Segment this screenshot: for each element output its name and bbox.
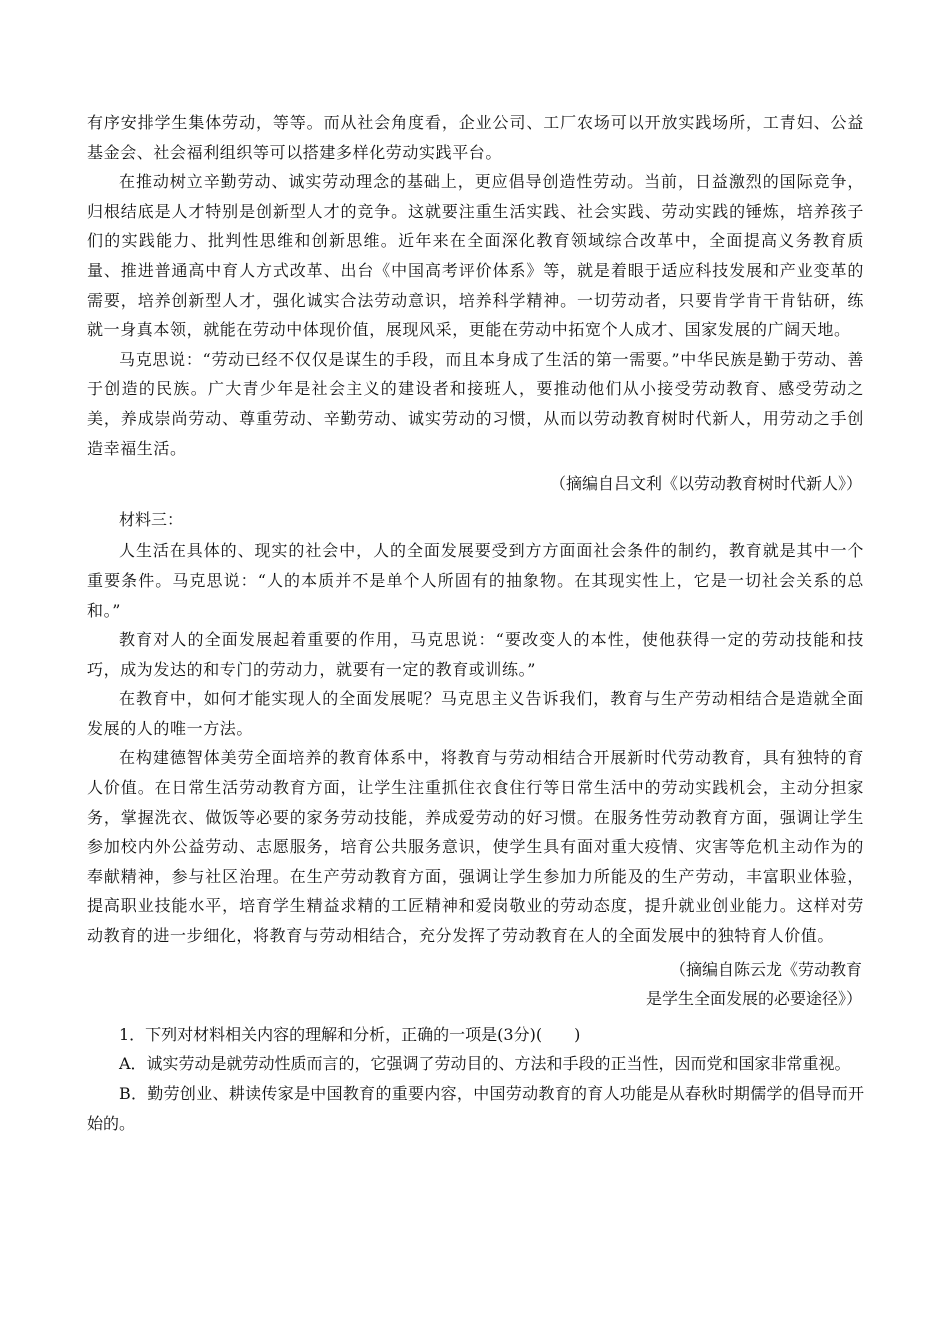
paragraph-three-4: 在构建德智体美劳全面培养的教育体系中，将教育与劳动相结合开展新时代劳动教育，具有独特的育人价值。在日常生活劳动教育方面，让学生注重抓住衣食住行等日常生活中的劳动实践机会，主动分担家务，掌握洗衣、做饭等必要的家务劳动技能，养成爱劳动的好习惯。在服务性劳动教育方面，强调让学生参加校内外公益劳动、志愿服务，培育公共服务意识，使学生具有面对重大疫情、灾害等危机主动作为的奉献精神，参与社区治理。在生产劳动教育方面，强调让学生参加力所能及的生产劳动，丰富职业体验，提高职业技能水平，培育学生精益求精的工匠精神和爱岗敬业的劳动态度，提升就业创业能力。这样对劳动教育的进一步细化，将教育与劳动相结合，充分发挥了劳动教育在人的全面发展中的独特育人价值。	[87, 748, 864, 946]
paragraph-three-3: 在教育中，如何才能实现人的全面发展呢？马克思主义告诉我们，教育与生产劳动相结合是造就全面发展的人的唯一方法。	[87, 689, 864, 738]
source-citation-three-line2: 是学生全面发展的必要途径》）	[645, 989, 862, 1009]
paragraph-creative-labor: 在推动树立辛勤劳动、诚实劳动理念的基础上，更应倡导创造性劳动。当前，日益激烈的国际竞争，归根结底是人才特别是创新型人才的竞争。这就要注重生活实践、社会实践、劳动实践的锤炼，培养孩子们的实践能力、批判性思维和创新思维。近年来在全面深化教育领域综合改革中，全面提高义务教育质量、推进普通高中育人方式改革、出台《中国高考评价体系》等，就是着眼于适应科技发展和产业变革的需要，培养创新型人才，强化诚实合法劳动意识，培养科学精神。一切劳动者，只要肯学肯干肯钻研，练就一身真本领，就能在劳动中体现价值，展现风采，更能在劳动中拓宽个人成才、国家发展的广阔天地。	[87, 172, 864, 340]
option-a: A．诚实劳动是就劳动性质而言的，它强调了劳动目的、方法和手段的正当性，因而党和国家非常重视。	[119, 1054, 851, 1074]
source-citation-three-line1: （摘编自陈云龙《劳动教育	[669, 959, 862, 979]
paragraph-three-1: 人生活在具体的、现实的社会中，人的全面发展要受到方方面面社会条件的制约，教育就是其中一个重要条件。马克思说：“人的本质并不是单个人所固有的抽象物。在其现实性上，它是一切社会关系的总和。”	[87, 541, 864, 620]
source-citation-two: （摘编自吕文利《以劳动教育树时代新人》）	[549, 474, 862, 494]
paragraph-marx-quote: 马克思说：“劳动已经不仅仅是谋生的手段，而且本身成了生活的第一需要。”中华民族是勤于劳动、善于创造的民族。广大青少年是社会主义的建设者和接班人，要推动他们从小接受劳动教育、感受劳动之美，养成崇尚劳动、尊重劳动、辛勤劳动、诚实劳动的习惯，从而以劳动教育树时代新人，用劳动之手创造幸福生活。	[87, 349, 864, 458]
question-1: 1．下列对材料相关内容的理解和分析，正确的一项是(3分)( )	[119, 1024, 581, 1044]
document-page	[87, 108, 864, 1138]
paragraph-three-2: 教育对人的全面发展起着重要的作用，马克思说：“要改变人的本性，使他获得一定的劳动技能和技巧，成为发达的和专门的劳动力，就要有一定的教育或训练。”	[87, 630, 864, 679]
option-b: B．勤劳创业、耕读传家是中国教育的重要内容，中国劳动教育的育人功能是从春秋时期儒学的倡导而开始的。	[87, 1084, 864, 1133]
material-three-heading: 材料三：	[119, 509, 184, 529]
paragraph-continuation: 有序安排学生集体劳动，等等。而从社会角度看，企业公司、工厂农场可以开放实践场所，工青妇、公益基金会、社会福利组织等可以搭建多样化劳动实践平台。	[87, 113, 864, 162]
